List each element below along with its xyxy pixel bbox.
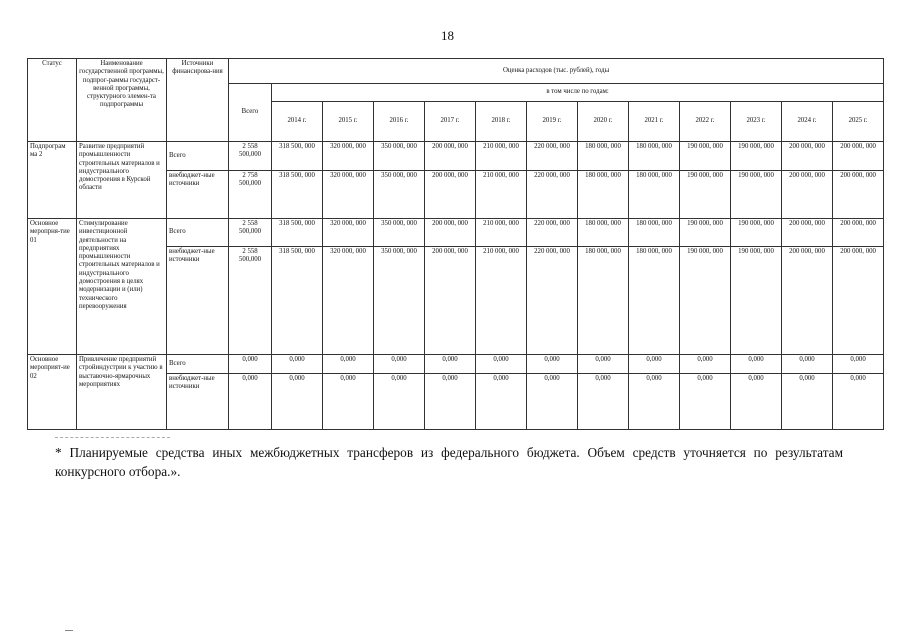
header-year: 2025 г. — [833, 102, 884, 142]
row-total: 0,000 — [229, 374, 272, 430]
year-value-cell: 0,000 — [425, 374, 476, 430]
year-value-cell: 0,000 — [629, 374, 680, 430]
row-status: Подпрограм ма 2 — [28, 142, 77, 219]
header-sources: Источники финансирова-ния — [167, 59, 229, 142]
year-value-cell: 0,000 — [731, 355, 782, 374]
year-value-cell: 0,000 — [578, 355, 629, 374]
year-value-cell: 220 000, 000 — [527, 171, 578, 219]
row-source: внебюджет-ные источники — [167, 374, 229, 430]
header-year: 2014 г. — [272, 102, 323, 142]
year-value-cell: 0,000 — [374, 355, 425, 374]
row-source: Всего — [167, 355, 229, 374]
year-value-cell: 200 000, 000 — [833, 171, 884, 219]
table-row — [28, 355, 884, 374]
year-value-cell: 190 000, 000 — [731, 142, 782, 171]
year-value-cell: 200 000, 000 — [425, 219, 476, 247]
year-value-cell: 220 000, 000 — [527, 142, 578, 171]
header-name: Наименование государственной программы, подпрог-раммы государст-венной программы, структурного элемен-та подпрограммы — [77, 59, 167, 142]
row-source: внебюджет-ные источники — [167, 171, 229, 219]
year-value-cell: 0,000 — [476, 374, 527, 430]
year-value-cell: 190 000, 000 — [731, 219, 782, 247]
row-name: Привлечение предприятий стройиндустрии к участию в выставочно-ярмарочных мероприятиях — [77, 355, 167, 430]
year-value-cell: 200 000, 000 — [782, 219, 833, 247]
year-value-cell: 0,000 — [323, 355, 374, 374]
year-value-cell: 0,000 — [833, 374, 884, 430]
table-row — [28, 142, 884, 171]
header-year: 2019 г. — [527, 102, 578, 142]
row-source: Всего — [167, 219, 229, 247]
year-value-cell: 180 000, 000 — [629, 142, 680, 171]
year-value-cell: 190 000, 000 — [680, 247, 731, 355]
year-value-cell: 0,000 — [527, 374, 578, 430]
expenditure-table — [27, 58, 884, 430]
year-value-cell: 0,000 — [782, 355, 833, 374]
page-number: 18 — [441, 28, 454, 43]
row-total: 2 558 500,000 — [229, 142, 272, 171]
year-value-cell: 0,000 — [476, 355, 527, 374]
footnote: * Планируемые средства иных межбюджетных трансферов из федерального бюджета. Объем средств уточняется по результатам конкурсного отбора.». — [55, 445, 843, 479]
row-status: Основное мероприят-ие 02 — [28, 355, 77, 430]
year-value-cell: 0,000 — [833, 355, 884, 374]
year-value-cell: 320 000, 000 — [323, 247, 374, 355]
year-value-cell: 318 500, 000 — [272, 171, 323, 219]
year-value-cell: 210 000, 000 — [476, 171, 527, 219]
year-value-cell: 200 000, 000 — [833, 142, 884, 171]
year-value-cell: 220 000, 000 — [527, 219, 578, 247]
row-source: внебюджет-ные источники — [167, 247, 229, 355]
year-value-cell: 190 000, 000 — [680, 219, 731, 247]
header-year: 2016 г. — [374, 102, 425, 142]
header-year: 2022 г. — [680, 102, 731, 142]
row-name: Стимулирование инвестиционной деятельности на предприятиях промышленности строительных материалов и индустриального домостроения в целях модернизации и (или) технического перевооружения — [77, 219, 167, 355]
header-by-years: в том числе по годам: — [272, 84, 884, 102]
year-value-cell: 0,000 — [323, 374, 374, 430]
row-total: 0,000 — [229, 355, 272, 374]
header-year: 2023 г. — [731, 102, 782, 142]
header-year: 2024 г. — [782, 102, 833, 142]
year-value-cell: 0,000 — [527, 355, 578, 374]
year-value-cell: 0,000 — [782, 374, 833, 430]
year-value-cell: 180 000, 000 — [629, 247, 680, 355]
year-value-cell: 180 000, 000 — [578, 171, 629, 219]
year-value-cell: 200 000, 000 — [425, 171, 476, 219]
year-value-cell: 210 000, 000 — [476, 219, 527, 247]
row-name: Развитие предприятий промышленности строительных материалов и индустриального домостроения в Курской области — [77, 142, 167, 219]
footnote-rule — [55, 437, 170, 438]
header-year: 2015 г. — [323, 102, 374, 142]
year-value-cell: 318 500, 000 — [272, 142, 323, 171]
year-value-cell: 0,000 — [578, 374, 629, 430]
year-value-cell: 320 000, 000 — [323, 142, 374, 171]
year-value-cell: 350 000, 000 — [374, 171, 425, 219]
header-estimate: Оценка расходов (тыс. рублей), годы — [229, 59, 884, 84]
year-value-cell: 350 000, 000 — [374, 247, 425, 355]
year-value-cell: 0,000 — [374, 374, 425, 430]
year-value-cell: 200 000, 000 — [782, 142, 833, 171]
year-value-cell: 200 000, 000 — [425, 142, 476, 171]
scan-mark — [65, 630, 73, 631]
year-value-cell: 350 000, 000 — [374, 219, 425, 247]
year-value-cell: 0,000 — [425, 355, 476, 374]
header-year: 2020 г. — [578, 102, 629, 142]
year-value-cell: 200 000, 000 — [425, 247, 476, 355]
header-year: 2018 г. — [476, 102, 527, 142]
year-value-cell: 190 000, 000 — [731, 171, 782, 219]
year-value-cell: 190 000, 000 — [680, 142, 731, 171]
year-value-cell: 210 000, 000 — [476, 247, 527, 355]
year-value-cell: 220 000, 000 — [527, 247, 578, 355]
year-value-cell: 200 000, 000 — [782, 171, 833, 219]
year-value-cell: 180 000, 000 — [629, 219, 680, 247]
year-value-cell: 0,000 — [272, 374, 323, 430]
year-value-cell: 180 000, 000 — [629, 171, 680, 219]
row-status: Основное меропрня-тие 01 — [28, 219, 77, 355]
header-status: Статус — [28, 59, 77, 142]
header-total: Всего — [229, 84, 272, 142]
year-value-cell: 190 000, 000 — [680, 171, 731, 219]
header-row — [28, 59, 884, 84]
year-value-cell: 0,000 — [680, 374, 731, 430]
year-value-cell: 200 000, 000 — [833, 247, 884, 355]
year-value-cell: 0,000 — [272, 355, 323, 374]
header-year: 2017 г. — [425, 102, 476, 142]
year-value-cell: 320 000, 000 — [323, 171, 374, 219]
header-year: 2021 г. — [629, 102, 680, 142]
year-value-cell: 210 000, 000 — [476, 142, 527, 171]
year-value-cell: 200 000, 000 — [833, 219, 884, 247]
year-value-cell: 0,000 — [731, 374, 782, 430]
year-value-cell: 180 000, 000 — [578, 219, 629, 247]
year-value-cell: 318 500, 000 — [272, 219, 323, 247]
row-total: 2 758 500,000 — [229, 171, 272, 219]
year-value-cell: 350 000, 000 — [374, 142, 425, 171]
year-value-cell: 0,000 — [629, 355, 680, 374]
year-value-cell: 320 000, 000 — [323, 219, 374, 247]
table-row — [28, 219, 884, 247]
year-value-cell: 200 000, 000 — [782, 247, 833, 355]
row-total: 2 558 500,000 — [229, 219, 272, 247]
year-value-cell: 0,000 — [680, 355, 731, 374]
year-value-cell: 180 000, 000 — [578, 247, 629, 355]
year-value-cell: 190 000, 000 — [731, 247, 782, 355]
year-value-cell: 318 500, 000 — [272, 247, 323, 355]
row-source: Всего — [167, 142, 229, 171]
row-total: 2 558 500,000 — [229, 247, 272, 355]
year-value-cell: 180 000, 000 — [578, 142, 629, 171]
